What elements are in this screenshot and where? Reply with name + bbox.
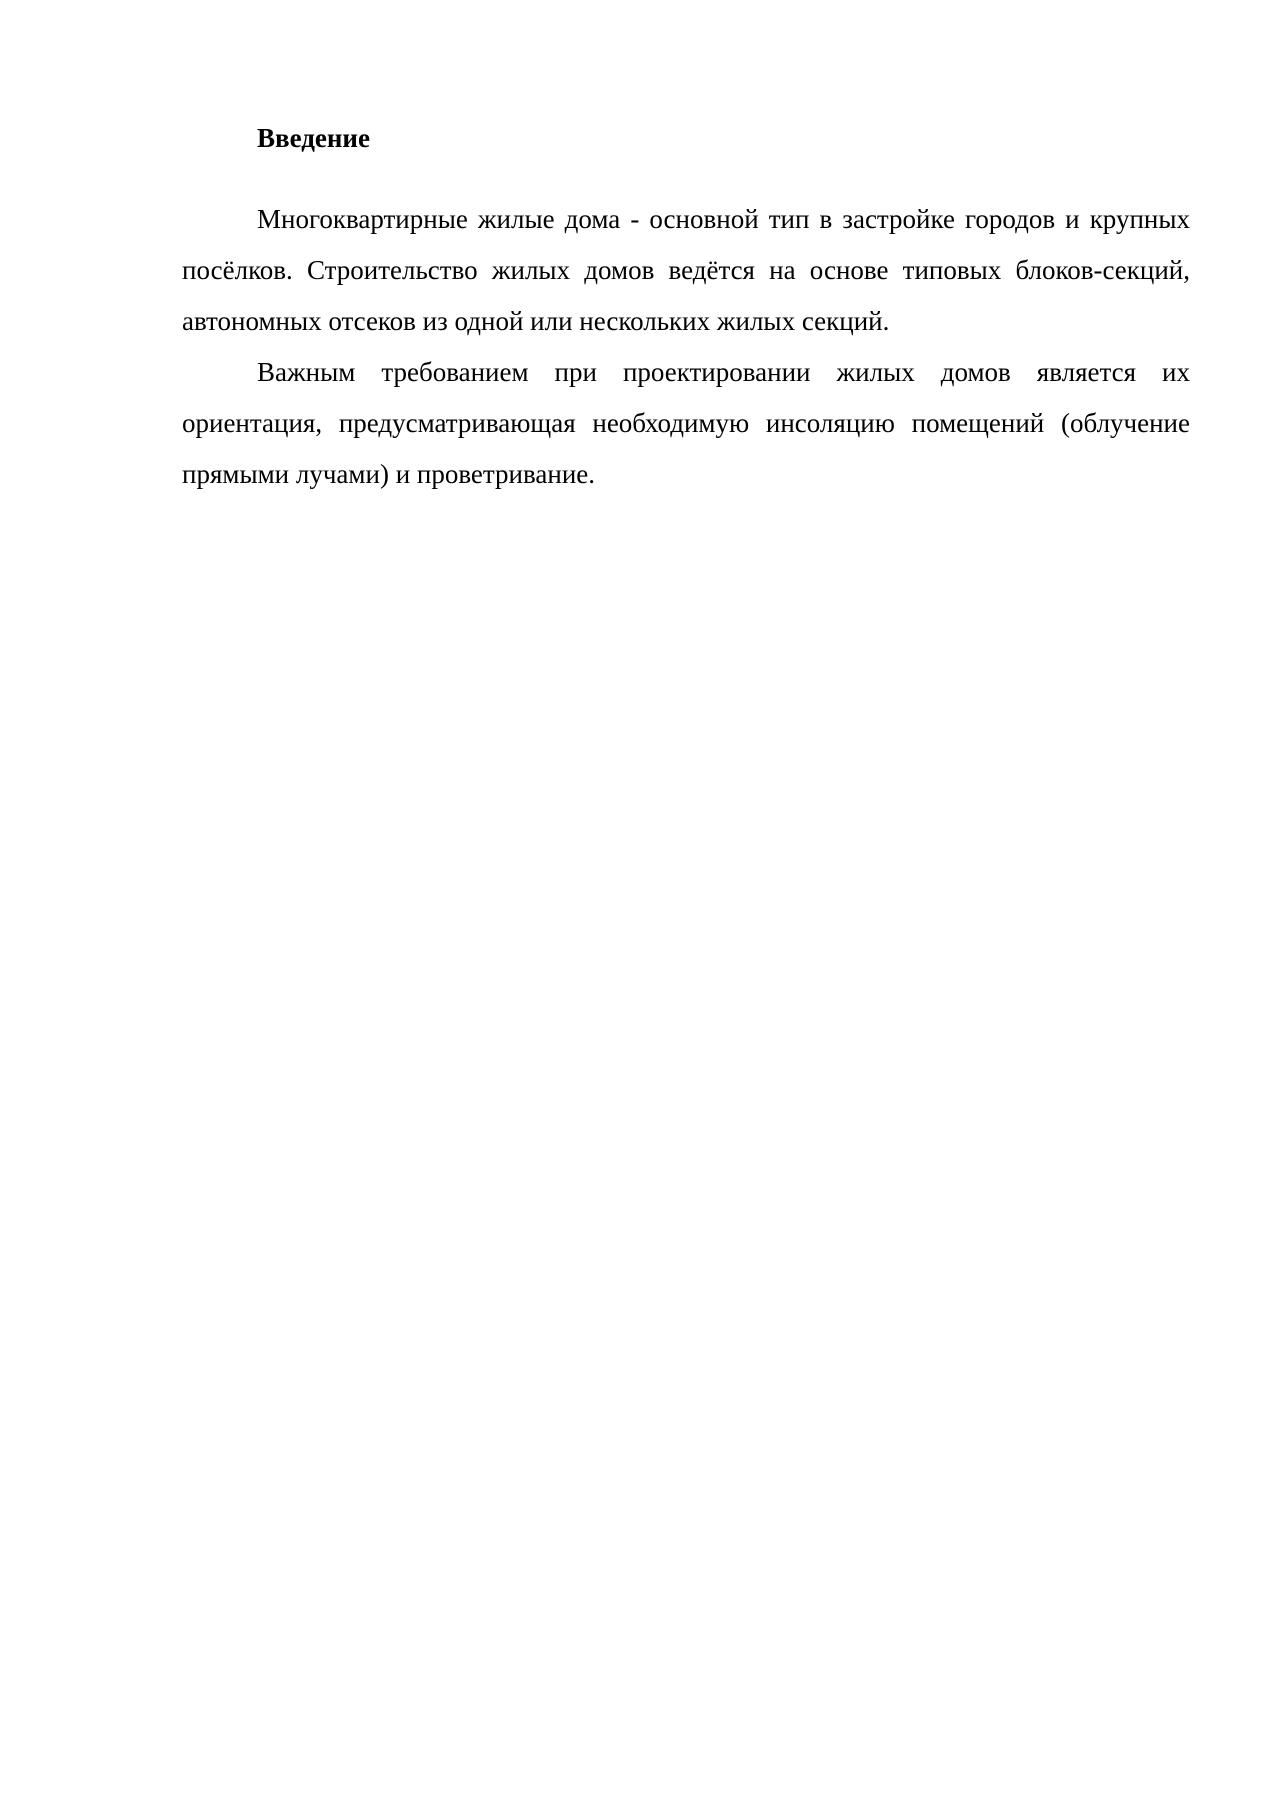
- paragraph-2: Важным требованием при проектировании жилых домов является их ориентация, предусматривающая необходимую инсоляцию помещений (облучение прямыми лучами) и проветривание.: [182, 357, 1190, 489]
- paragraph-1: Многоквартирные жилые дома - основной тип в застройке городов и крупных посёлков. Строительство жилых домов ведётся на основе типовых блоков-секций, автономных отсеков из одной или нескольких жилых секций.: [182, 204, 1190, 336]
- section-heading: Введение: [257, 123, 370, 153]
- document-body: [182, 118, 1190, 500]
